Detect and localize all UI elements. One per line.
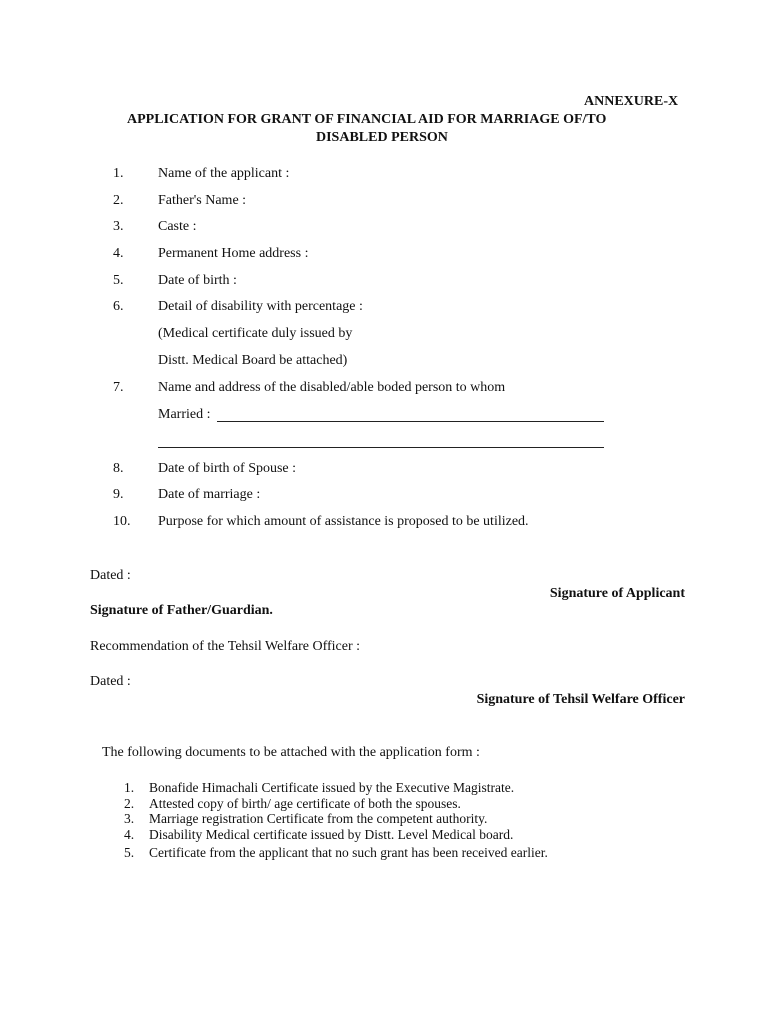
- field-2-number: 2.: [113, 193, 124, 208]
- signature-father-label: Signature of Father/Guardian.: [90, 603, 273, 618]
- field-married-label: Married :: [158, 407, 211, 422]
- field-address-label: Permanent Home address :: [158, 246, 309, 261]
- document-3-text: Marriage registration Certificate from the competent authority.: [149, 811, 488, 826]
- field-father-name-label: Father's Name :: [158, 193, 247, 208]
- document-4-number: 4.: [124, 827, 135, 842]
- document-4-text: Disability Medical certificate issued by Distt. Level Medical board.: [149, 827, 514, 842]
- form-title-line2: DISABLED PERSON: [316, 130, 448, 145]
- field-8-number: 8.: [113, 461, 124, 476]
- field-3-number: 3.: [113, 219, 124, 234]
- dated-label-applicant: Dated :: [90, 568, 131, 583]
- field-purpose-label: Purpose for which amount of assistance is proposed to be utilized.: [158, 514, 529, 529]
- field-applicant-name-label: Name of the applicant :: [158, 166, 290, 181]
- dated-label-officer: Dated :: [90, 674, 131, 689]
- recommendation-label: Recommendation of the Tehsil Welfare Officer :: [90, 639, 361, 654]
- field-disability-label: Detail of disability with percentage :: [158, 299, 363, 314]
- annexure-label: ANNEXURE-X: [584, 94, 679, 109]
- documents-intro: The following documents to be attached with the application form :: [102, 745, 480, 760]
- field-disability-note1: (Medical certificate duly issued by: [158, 326, 353, 341]
- field-marriage-date-label: Date of marriage :: [158, 487, 261, 502]
- field-caste-label: Caste :: [158, 219, 197, 234]
- document-2-number: 2.: [124, 796, 135, 811]
- field-9-number: 9.: [113, 487, 124, 502]
- document-3-number: 3.: [124, 811, 135, 826]
- field-spouse-dob-label: Date of birth of Spouse :: [158, 461, 297, 476]
- document-5-number: 5.: [124, 845, 135, 860]
- field-disability-note2: Distt. Medical Board be attached): [158, 353, 348, 368]
- field-1-number: 1.: [113, 166, 124, 181]
- signature-officer-label: Signature of Tehsil Welfare Officer: [476, 692, 685, 707]
- document-1-text: Bonafide Himachali Certificate issued by the Executive Magistrate.: [149, 780, 515, 795]
- married-answer-line-2[interactable]: [158, 447, 604, 448]
- field-spouse-label: Name and address of the disabled/able boded person to whom: [158, 380, 506, 395]
- married-answer-line-1[interactable]: [217, 421, 604, 422]
- field-6-number: 6.: [113, 299, 124, 314]
- document-5-text: Certificate from the applicant that no such grant has been received earlier.: [149, 845, 548, 860]
- field-4-number: 4.: [113, 246, 124, 261]
- field-dob-label: Date of birth :: [158, 273, 237, 288]
- signature-applicant-label: Signature of Applicant: [549, 586, 685, 601]
- form-title-line1: APPLICATION FOR GRANT OF FINANCIAL AID FOR MARRIAGE OF/TO: [127, 112, 607, 127]
- document-2-text: Attested copy of birth/ age certificate of both the spouses.: [149, 796, 461, 811]
- document-1-number: 1.: [124, 780, 135, 795]
- field-7-number: 7.: [113, 380, 124, 395]
- field-10-number: 10.: [113, 514, 131, 529]
- field-5-number: 5.: [113, 273, 124, 288]
